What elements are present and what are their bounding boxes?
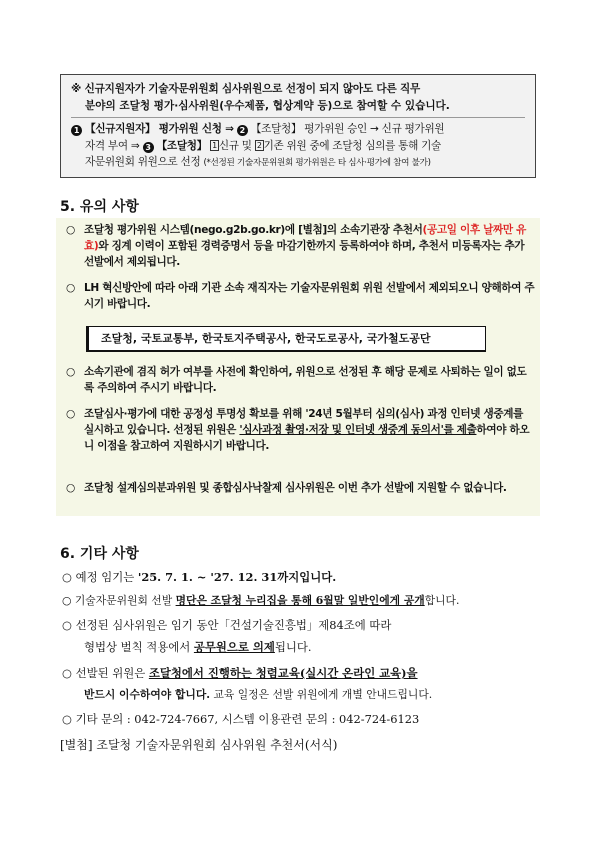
term-label: 예정 임기는	[75, 570, 138, 584]
bullet-icon: ○	[62, 594, 72, 607]
training-text-a: 선발된 위원은	[75, 666, 149, 680]
item4-text-a: 조달심사·평가에 대한 공정성 투명성 확보를 위해 '24년 5월부터 심의(심사) 과정 인터넷 생중계를 실시하고 있습니다. 선정된 위원은	[84, 408, 524, 436]
step-1-badge-icon: 1	[71, 125, 82, 136]
item3-text: 소속기관에 겸직 허가 여부를 사전에 확인하여, 위원으로 선정된 후 해당 문제로 사퇴하는 일이 없도록 주의하여 주시기 바랍니다.	[84, 366, 527, 394]
step-2-text: 【조달청】 평가위원 승인 → 신규 평가위원	[250, 123, 445, 135]
step-1-text: 【신규지원자】 평가위원 신청 ⇒	[85, 123, 234, 135]
bullet-icon: ○	[66, 366, 76, 378]
step-2-badge-icon: 2	[237, 125, 248, 136]
bullet-icon: ○	[66, 282, 76, 294]
notice-line-2: 분야의 조달청 평가·심사위원(우수제품, 협상계약 등)으로 참여할 수 있습니다.	[85, 99, 450, 112]
caution-item-4	[66, 406, 536, 454]
item1-text-b: 와 징계 이력이 포함된 경력증명서 등을 마감기한까지 등록하여야 하며, 추천서 미등록자는 추가 선발에서 제외됩니다.	[84, 240, 525, 268]
box-2-icon: 2	[256, 140, 262, 150]
law-text-a: 선정된 심사위원은 임기 동안「건설기술진흥법」제84조에 따라	[75, 618, 392, 632]
caution-item-3	[66, 364, 536, 396]
training-underlined: 조달청에서 진행하는 청렴교육(실시간 온라인 교육)을	[148, 666, 418, 680]
section-6-title: 6. 기타 사항	[60, 546, 139, 562]
line4c-text: 기존 위원 중에 조달청 심의를 통해 기술	[263, 139, 441, 152]
publish-underlined: 명단은 조달청 누리집을 통해 6월말 일반인에게 공개	[175, 594, 425, 607]
caution-item-5	[66, 480, 536, 496]
training-bold: 반드시 이수하여야 합니다.	[84, 688, 211, 701]
notice-box	[60, 74, 536, 178]
bullet-icon: ○	[62, 712, 72, 726]
bullet-icon: ○	[62, 618, 72, 632]
contact-text: 기타 문의 : 042-724-7667, 시스템 이용관련 문의 : 042-724-6123	[75, 712, 420, 726]
item4-text-b: 하여야 하오니 이점을 참고하여 지원하시기 바랍니다.	[84, 424, 530, 452]
line4a-text: 자격 부여 ⇒	[85, 139, 140, 152]
line4b-text: 신규 및	[218, 139, 252, 152]
law-text-d: 됩니다.	[274, 640, 312, 654]
item5-text: 조달청 설계심의분과위원 및 종합심사낙찰제 심사위원은 이번 추가 선발에 지원할 수 없습니다.	[84, 482, 507, 494]
item1-text-a: 조달청 평가위원 시스템(nego.g2b.go.kr)에 [별첨]의 소속기관장 추천서	[84, 224, 423, 236]
box-1-icon: 1	[212, 140, 217, 150]
bullet-icon: ○	[66, 408, 76, 420]
law-underlined: 공무원으로 의제	[193, 640, 275, 654]
caution-block	[56, 218, 540, 516]
etc-row-4	[62, 662, 542, 684]
law-text-b: 형법상 벌칙 적용에서	[84, 640, 194, 654]
item4-underlined: '심사과정 촬영·저장 및 인터넷 생중계 동의서'를 제출	[239, 424, 477, 436]
publish-text-a: 기술자문위원회 선발	[74, 594, 176, 607]
term-value: '25. 7. 1. ~ '27. 12. 31까지입니다.	[137, 570, 337, 584]
notice-line-1: ※ 신규지원자가 기술자문위원회 심사위원으로 선정이 되지 않아도 다른 직무	[71, 83, 421, 95]
etc-row-3-cont	[84, 636, 564, 658]
etc-row-1	[62, 566, 542, 588]
caution-item-1	[66, 222, 536, 270]
bullet-icon: ○	[62, 666, 72, 680]
section-5-title: 5. 유의 사항	[60, 199, 139, 215]
bullet-icon: ○	[66, 482, 76, 494]
publish-text-c: 합니다.	[424, 594, 460, 607]
bullet-icon: ○	[62, 570, 72, 584]
step-3-badge-icon: 3	[143, 142, 154, 153]
etc-row-3	[62, 614, 542, 636]
item2-text: LH 혁신방안에 따라 아래 기관 소속 재직자는 기술자문위원회 위원 선발에서 제외되오니 양해하여 주시기 바랍니다.	[84, 282, 535, 310]
attachment-note: [별첨] 조달청 기술자문위원회 심사위원 추천서(서식)	[60, 738, 338, 752]
etc-row-5	[62, 708, 542, 730]
training-text-d: 교육 일정은 선발 위원에게 개별 안내드립니다.	[210, 688, 433, 701]
step-3-text: 【조달청】	[156, 139, 207, 152]
item1-red-text: (공고일 이후 날짜만 유효)	[84, 224, 526, 252]
line5-small-note: (*선정된 기술자문위원회 평가위원은 타 심사·평가에 참여 불가)	[203, 158, 431, 168]
line5-text: 자문위원회 위원으로 선정	[85, 156, 201, 168]
notice-process-line-3	[71, 154, 525, 172]
notice-process-line-2	[71, 138, 525, 155]
etc-row-4-cont	[84, 684, 564, 706]
etc-row-2	[62, 590, 542, 612]
excluded-orgs-box: 조달청, 국토교통부, 한국토지주택공사, 한국도로공사, 국가철도공단	[86, 326, 486, 352]
notice-process-line-1	[71, 121, 525, 138]
bullet-icon: ○	[66, 224, 76, 236]
caution-item-2	[66, 280, 536, 312]
notice-divider	[71, 117, 525, 118]
